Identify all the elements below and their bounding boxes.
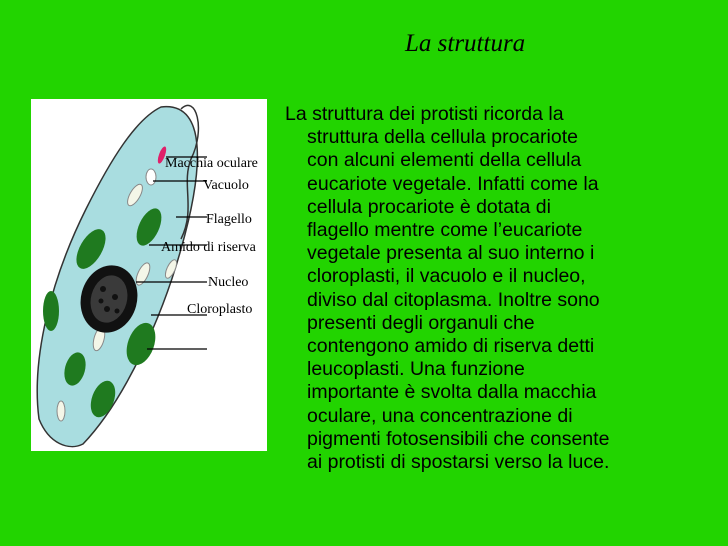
label-amido-di-riserva: Amido di riserva (161, 240, 256, 255)
paragraph-line: oculare, una concentrazione di (307, 404, 573, 427)
starch-grain (57, 401, 65, 421)
paragraph-line: leucoplasti. Una funzione (307, 358, 525, 381)
paragraph-line: struttura della cellula procariote (307, 126, 578, 149)
paragraph-line: con alcuni elementi della cellula (307, 149, 582, 172)
paragraph-line: pigmenti fotosensibili che consente (307, 427, 610, 450)
paragraph-line: importante è svolta dalla macchia (307, 381, 597, 404)
label-vacuolo: Vacuolo (203, 178, 249, 193)
chloroplast (43, 291, 59, 331)
paragraph-line: vegetale presenta al suo interno i (307, 242, 595, 265)
vacuole (146, 169, 156, 185)
paragraph-line: presenti degli organuli che (307, 311, 535, 334)
slide-title: La struttura (405, 30, 526, 57)
euglena-diagram (31, 99, 267, 451)
body-paragraph (285, 103, 705, 474)
label-macchia-oculare: Macchia oculare (165, 156, 258, 171)
paragraph-line: cellula procariote è dotata di (307, 195, 551, 218)
paragraph-line: contengono amido di riserva detti (307, 335, 595, 358)
label-flagello: Flagello (206, 212, 252, 227)
paragraph-line: eucariote vegetale. Infatti come la (307, 172, 599, 195)
label-cloroplasto: Cloroplasto (187, 302, 253, 317)
paragraph-line: diviso dal citoplasma. Inoltre sono (307, 288, 600, 311)
paragraph-line: flagello mentre come l’eucariote (307, 219, 583, 242)
paragraph-line: cloroplasti, il vacuolo e il nucleo, (307, 265, 586, 288)
euglena-svg (31, 99, 267, 451)
paragraph-line: La struttura dei protisti ricorda la (285, 103, 564, 125)
label-nucleo: Nucleo (208, 275, 249, 290)
paragraph-line: ai protisti di spostarsi verso la luce. (307, 451, 610, 474)
